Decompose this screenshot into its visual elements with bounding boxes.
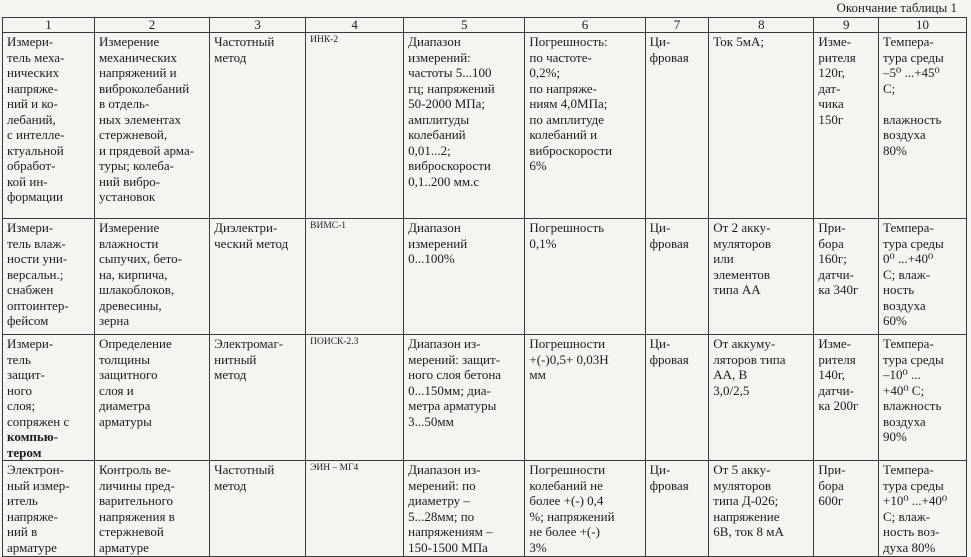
table-row — [3, 219, 967, 335]
column-header: 3 — [210, 18, 306, 33]
conditions-cell: Темпера- тура среды –5⁰ ...+45⁰ C; влажность воздуха 80% — [879, 33, 967, 219]
display-type-cell: Ци- фровая — [645, 335, 709, 461]
device-name-text: Измери- тель защит- ного слоя; сопряжен с — [7, 336, 70, 429]
accuracy-cell: Погрешность 0,1% — [525, 219, 645, 335]
column-header: 5 — [404, 18, 525, 33]
column-header: 9 — [814, 18, 879, 33]
accuracy-cell: Погрешность: по частоте- 0,2%; по напряже- ниям 4,0МПа; по амплитуде колебаний и виброскорости 6% — [525, 33, 645, 219]
device-name-bold-text: компью- тером — [7, 429, 59, 460]
header-row — [3, 18, 967, 33]
table-row — [3, 33, 967, 219]
column-header: 10 — [879, 18, 967, 33]
purpose-cell: Измерение механических напряжений и виброколебаний в отдель- ных элементах стержневой, и прядевой арма- туры; колеба- ний вибро- установок — [94, 33, 209, 219]
purpose-cell: Измерение влажности сыпучих, бето- на, кирпича, шлакоблоков, древесины, зерна — [94, 219, 209, 335]
model-cell: ПОИСК-2.3 — [306, 335, 404, 461]
accuracy-cell: Погрешности +(-)0,5+ 0,03Н мм — [525, 335, 645, 461]
conditions-cell: Темпера- тура среды 0⁰ ...+40⁰ C; влаж- ность воздуха 60% — [879, 219, 967, 335]
conditions-cell: Темпера- тура среды +10⁰ ...+40⁰ C; влаж- ность воз- духа 80% — [879, 461, 967, 557]
model-cell: ИНК-2 — [306, 33, 404, 219]
device-name-cell: Измери- тель меха- нических напряже- ний и ко- лебаний, с интелле- ктуальной обработ- кой ин- формации — [3, 33, 95, 219]
method-cell: Частотный метод — [210, 33, 306, 219]
model-cell: ЭИН – МГ4 — [306, 461, 404, 557]
weight-cell: Изме- рителя 140г, датчи- ка 200г — [814, 335, 879, 461]
column-header: 2 — [94, 18, 209, 33]
power-cell: От 2 акку- муляторов или элементов типа АА — [709, 219, 814, 335]
power-cell: От аккуму- ляторов типа АА, В 3,0/2,5 — [709, 335, 814, 461]
column-header: 7 — [645, 18, 709, 33]
range-cell: Диапазон из- мерений: по диаметру – 5...28мм; по напряжениям – 150-1500 МПа — [404, 461, 525, 557]
display-type-cell: Ци- фровая — [645, 33, 709, 219]
model-cell: ВИМС-1 — [306, 219, 404, 335]
device-name-cell: Электрон- ный измер- итель напряже- ний в арматуре — [3, 461, 95, 557]
weight-cell: При- бора 160г; датчи- ка 340г — [814, 219, 879, 335]
display-type-cell: Ци- фровая — [645, 219, 709, 335]
weight-cell: При- бора 600г — [814, 461, 879, 557]
column-header: 1 — [3, 18, 95, 33]
device-name-cell — [3, 335, 95, 461]
weight-cell: Изме- рителя 120г, дат- чика 150г — [814, 33, 879, 219]
power-cell: Ток 5мА; — [709, 33, 814, 219]
range-cell: Диапазон из- мерений: защит- ного слоя бетона 0...150мм; диа- метра арматуры 3...50мм — [404, 335, 525, 461]
range-cell: Диапазон измерений: частоты 5...100 гц; напряжений 50-2000 МПа; амплитуды колебаний 0,01...2; виброскорости 0,1..200 мм.с — [404, 33, 525, 219]
method-cell: Электромаг- нитный метод — [210, 335, 306, 461]
method-cell: Диэлектри- ческий метод — [210, 219, 306, 335]
display-type-cell: Ци- фровая — [645, 461, 709, 557]
method-cell: Частотный метод — [210, 461, 306, 557]
column-header: 4 — [306, 18, 404, 33]
accuracy-cell: Погрешности колебаний не более +(-) 0,4 %; напряжений не более +(-) 3% — [525, 461, 645, 557]
table-caption: Окончание таблицы 1 — [836, 0, 957, 15]
table-row — [3, 461, 967, 557]
range-cell: Диапазон измерений 0...100% — [404, 219, 525, 335]
power-cell: От 5 акку- муляторов типа Д-026; напряжение 6В, ток 8 мА — [709, 461, 814, 557]
table-row — [3, 335, 967, 461]
column-header: 8 — [709, 18, 814, 33]
device-name-cell: Измери- тель влаж- ности уни- версальн.; снабжен оптоинтер- фейсом — [3, 219, 95, 335]
purpose-cell: Контроль ве- личины пред- варительного напряжения в стержневой арматуре — [94, 461, 209, 557]
column-header: 6 — [525, 18, 645, 33]
conditions-cell: Темпера- тура среды –10⁰ ... +40⁰ C; влажность воздуха 90% — [879, 335, 967, 461]
purpose-cell: Определение толщины защитного слоя и диаметра арматуры — [94, 335, 209, 461]
instrument-table — [2, 17, 967, 557]
